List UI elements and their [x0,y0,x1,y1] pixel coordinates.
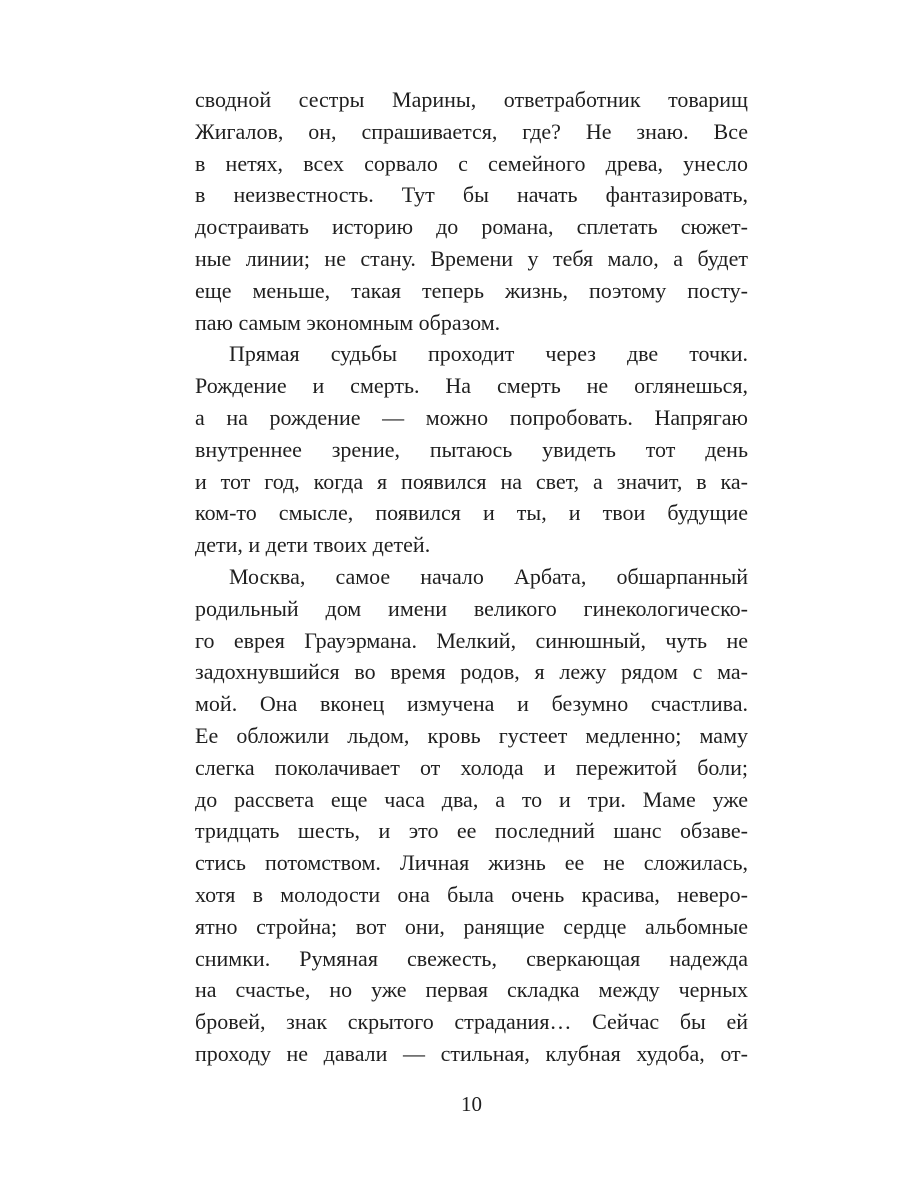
text-line: в неизвестность. Тут бы начать фантазировать, [195,182,748,208]
text-line: на счастье, но уже первая складка между черных [195,977,748,1003]
text-line: снимки. Румяная свежесть, сверкающая надежда [195,945,748,971]
text-line: слегка поколачивает от холода и пережитой боли; [195,754,748,780]
text-line: го еврея Грауэрмана. Мелкий, синюшный, чуть не [195,627,748,653]
text-line: а на рождение — можно попробовать. Напрягаю [195,404,748,430]
page-text [195,84,748,1070]
text-line: и тот год, когда я появился на свет, а значит, в ка- [195,468,748,494]
text-line: хотя в молодости она была очень красива, неверо- [195,881,748,907]
text-line: ные линии; не стану. Времени у тебя мало, а будет [195,245,748,271]
text-line: внутреннее зрение, пытаюсь увидеть тот день [195,436,748,462]
text-line: Ее обложили льдом, кровь густеет медленно; маму [195,722,748,748]
paragraph [195,338,748,561]
text-line: ком-то смысле, появился и ты, и твои будущие [195,500,748,526]
text-line: родильный дом имени великого гинекологическо- [195,595,748,621]
paragraph [195,561,748,1070]
text-line: достраивать историю до романа, сплетать сюжет- [195,214,748,240]
text-line: еще меньше, такая теперь жизнь, поэтому посту- [195,277,748,303]
text-line: до рассвета еще часа два, а то и три. Маме уже [195,786,748,812]
text-line: задохнувшийся во время родов, я лежу рядом с ма- [195,659,748,685]
text-line: бровей, знак скрытого страдания… Сейчас бы ей [195,1009,748,1035]
page-number: 10 [461,1092,482,1116]
text-line: мой. Она вконец измучена и безумно счастлива. [195,691,748,717]
paragraph [195,84,748,338]
text-line: стись потомством. Личная жизнь ее не сложилась, [195,850,748,876]
text-line: Прямая судьбы проходит через две точки. [229,341,748,367]
text-line: дети, и дети твоих детей. [195,532,431,558]
text-line: Рождение и смерть. На смерть не оглянешься, [195,373,748,399]
text-line: Жигалов, он, спрашивается, где? Не знаю. Все [195,118,748,144]
text-line: в нетях, всех сорвало с семейного древа, унесло [195,150,748,176]
text-line: тридцать шесть, и это ее последний шанс обзаве- [195,818,748,844]
text-line: сводной сестры Марины, ответработник товарищ [195,87,748,112]
text-line: проходу не давали — стильная, клубная худоба, от- [195,1040,748,1066]
text-line: ятно стройна; вот они, ранящие сердце альбомные [195,913,748,939]
text-line: Москва, самое начало Арбата, обшарпанный [229,563,748,589]
text-line: паю самым экономным образом. [195,309,501,335]
